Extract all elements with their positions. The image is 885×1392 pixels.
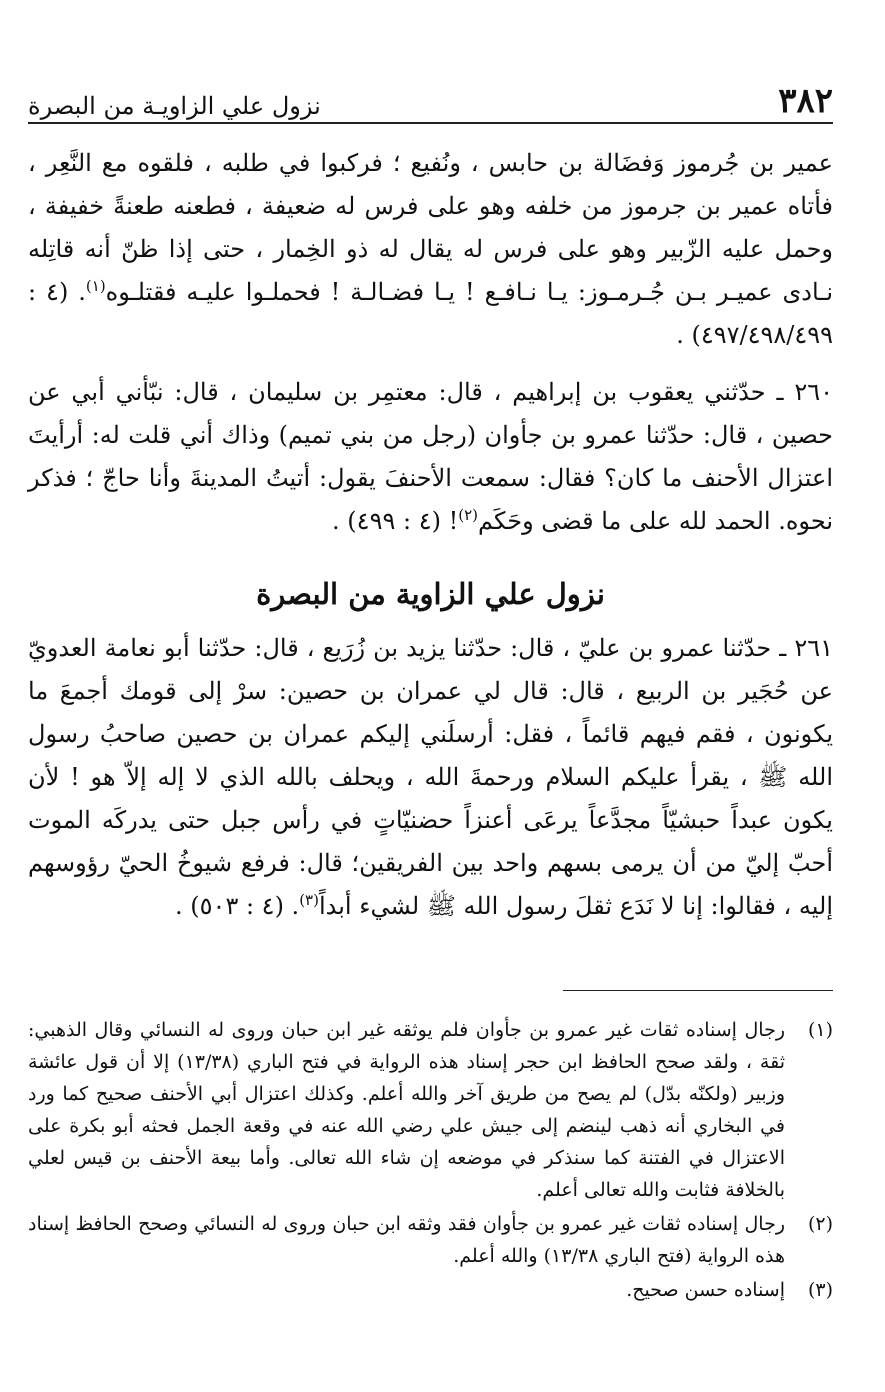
paragraph-1-citation: . (٤ : ٤٩٧/٤٩٨/٤٩٩) . [28, 278, 833, 349]
footnote-1 [28, 1014, 833, 1206]
running-title: نزول علي الزاويـة من البصرة [28, 92, 321, 120]
page-number: ٣٨٢ [778, 81, 833, 121]
paragraph-260 [28, 371, 833, 543]
paragraph-1 [28, 142, 833, 357]
footnote-2 [28, 1208, 833, 1272]
footnote-number: (٢) [807, 1213, 833, 1235]
paragraph-260-citation: ! (٤ : ٤٩٩) . [332, 507, 459, 535]
footnote-3 [28, 1274, 833, 1306]
page-header [28, 74, 833, 124]
paragraph-260-text: ٢٦٠ ـ حدّثني يعقوب بن إبراهيم ، قال: معتمِر بن سليمان ، قال: نبّأني أبي عن حصين ، قال: حدّثنا عمرو بن جأوان (رجل من بني تميم) وذاك أني قلت له: أرأيتَ اعتزال الأحنف ما كان؟ فقال: سمعت الأحنفَ يقول: أتيتُ المدينةَ وأنا حاجّ ؛ فذكر نحوه. الحمد لله على ما قضى وحَكَم [28, 378, 833, 535]
footnote-text: إسناده حسن صحيح. [626, 1279, 785, 1301]
paragraph-261-text: ٢٦١ ـ حدّثنا عمرو بن عليّ ، قال: حدّثنا يزيد بن زُرَيع ، قال: حدّثنا أبو نعامة العدويّ عن حُجَير بن الربيع ، قال: قال لي عمران بن حصين: سرْ إلى قومك أجمعَ ما يكونون ، فقم فيهم قائماً ، فقل: أرسلَني إليكم عمران بن حصين صاحبُ رسول الله ﷺ ، يقرأ عليكم السلام ورحمةَ الله ، ويحلف بالله الذي لا إله إلاّ هو ! لأن يكون عبداً حبشيّاً مجدَّعاً يرعَى أعنزاً حضنيّاتٍ في رأس جبل حتى يدركَه الموت أحبّ إليّ من أن يرمى بسهم واحد بين الفريقين؛ قال: فرفع شيوخُ الحيّ رؤوسهم إليه ، فقالوا: إنا لا نَدَع ثقلَ رسول الله ﷺ لشيء أبداً [28, 634, 833, 920]
footnotes [28, 1014, 833, 1308]
footnote-text: رجال إسناده ثقات غير عمرو بن جأوان فلم يوثقه غير ابن حبان وروى له النسائي وقال الذهبي: ثقة ، ولقد صحح الحافظ ابن حجر إسناد هذه الرواية في فتح الباري (١٣/٣٨) إلا أن قول عائشة وزبير (ولكنّه بدّل) لم يصح من طريق آخر والله أعلم. وكذلك اعتزال أبي الأحنف صحيح كما ورد في البخاري أنه ذهب لينضم إلى جيش علي رضي الله عنه في وقعة الجمل فحثه أبو بكرة على الاعتزال في الفتنة كما سنذكر في موضعه إن شاء الله تعالى. وأما بيعة الأحنف بن قيس لعلي بالخلافة فثابت والله تعالى أعلم. [28, 1019, 786, 1201]
main-text [28, 142, 833, 942]
footnote-number: (٣) [807, 1279, 833, 1301]
footnote-ref-1: (١) [85, 277, 106, 295]
footnote-ref-2: (٢) [458, 506, 478, 524]
paragraph-1-text: عمير بن جُرموز وَفضَالة بن حابس ، ونُفيع ؛ فركبوا في طلبه ، فلقوه مع النَّعِر ، فأتاه عمير بن جرموز من خلفه وهو على فرس له ضعيفة ، فطعنه طعنةً خفيفة ، وحمل عليه الزّبير وهو على فرس له يقال له ذو الخِمار ، حتى إذا ظنّ أنه قاتِله نـادى عميـر بـن جُـرمـوز: يـا نـافـع ! يـا فضـالـة ! فحملـوا عليـه فقتلـوه [28, 149, 833, 306]
footnote-number: (١) [807, 1019, 833, 1041]
paragraph-261-citation: . (٤ : ٥٠٣) . [175, 892, 300, 920]
footnote-ref-3: (٣) [299, 891, 319, 909]
footnote-divider [563, 990, 833, 991]
section-heading: نزول علي الزاوية من البصرة [256, 577, 605, 611]
footnote-text: رجال إسناده ثقات غير عمرو بن جأوان فقد وثقه ابن حبان وروى له النسائي وصحح الحافظ إسناد هذه الرواية (فتح الباري ١٣/٣٨) والله أعلم. [28, 1213, 785, 1267]
paragraph-261 [28, 627, 833, 928]
